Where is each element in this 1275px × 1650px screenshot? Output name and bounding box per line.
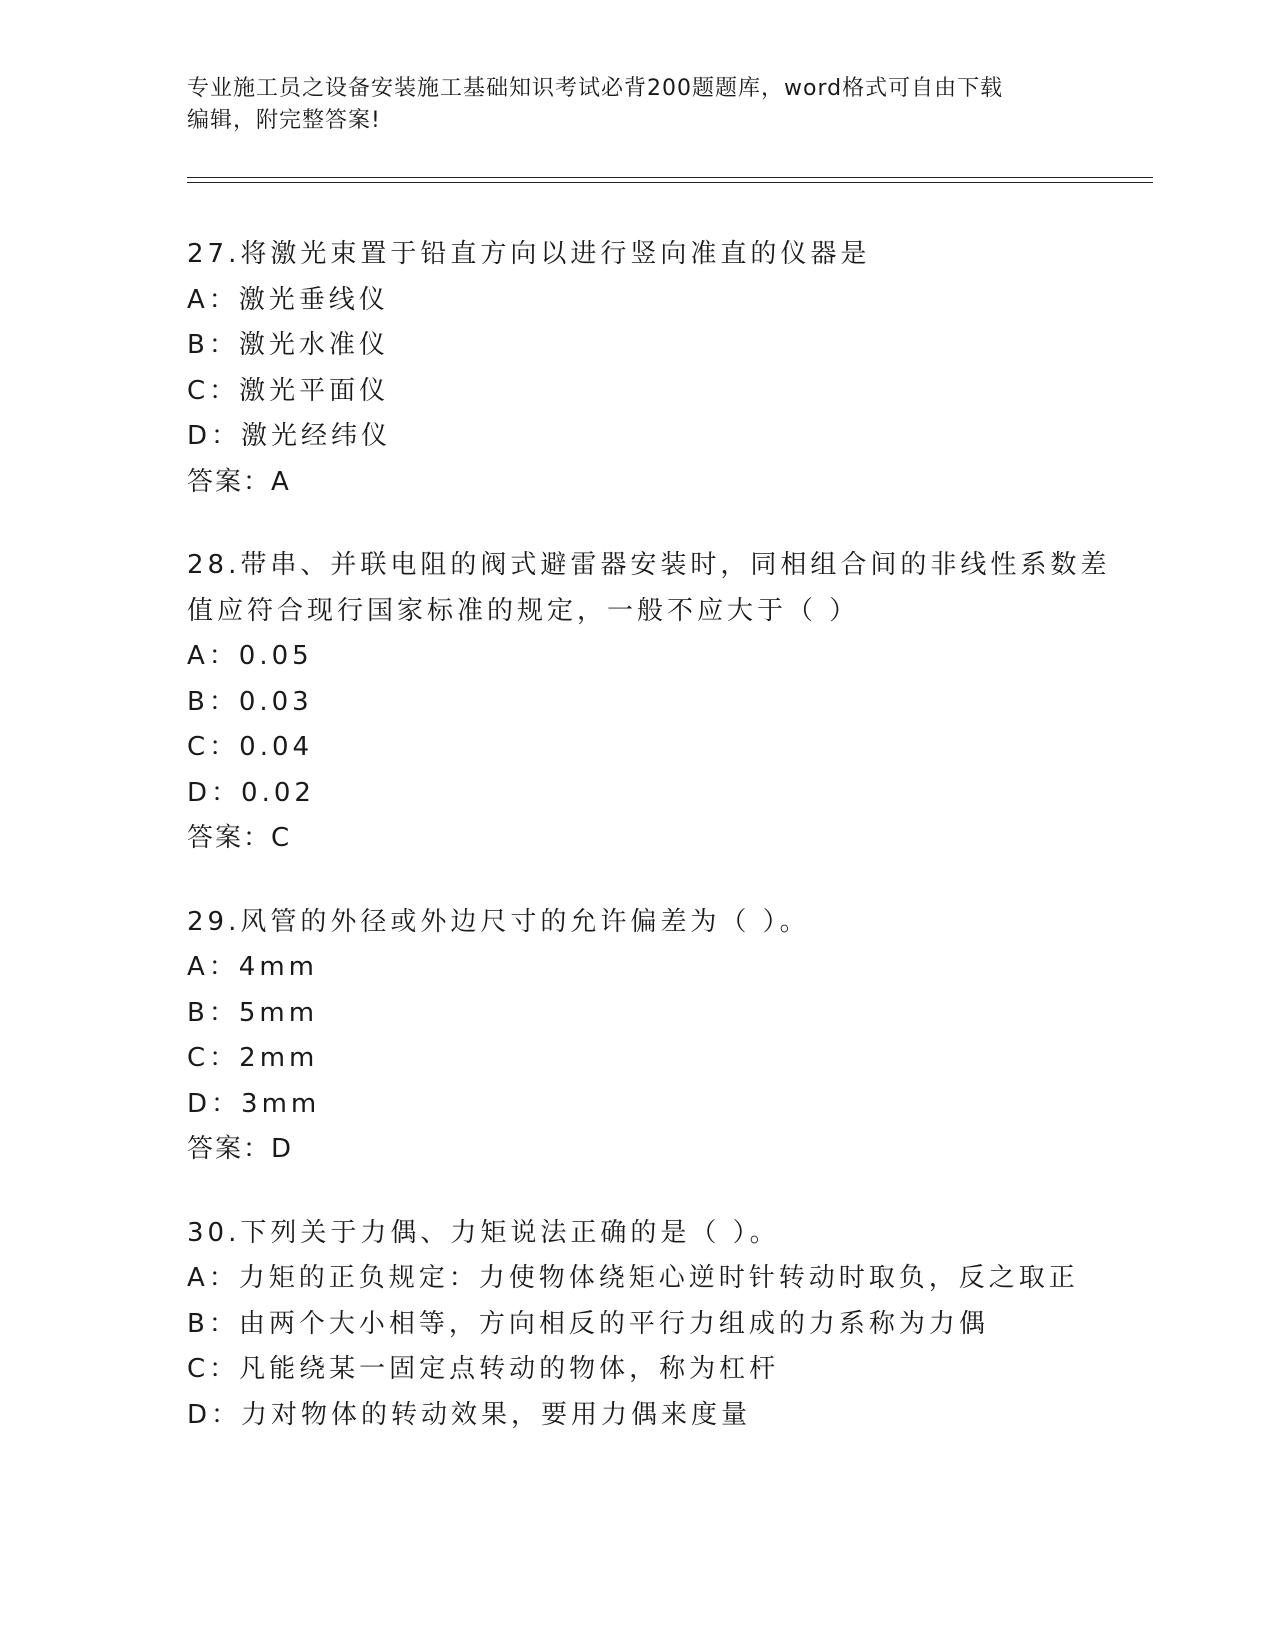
- question-text: 29.风管的外径或外边尺寸的允许偏差为（ ）。: [187, 906, 810, 937]
- option-b: B：激光水准仪: [187, 330, 389, 360]
- option-d: D：3mm: [187, 1088, 321, 1119]
- answer: 答案：D: [187, 1134, 294, 1164]
- option-a: A：0.05: [187, 641, 313, 671]
- document-header: [187, 73, 1067, 137]
- answer: 答案：C: [187, 823, 292, 853]
- question-text-line-2: 值应符合现行国家标准的规定，一般不应大于（ ）: [187, 595, 860, 626]
- option-a: A：4mm: [187, 952, 318, 982]
- option-d: D：0.02: [187, 777, 315, 808]
- option-c: C：0.04: [187, 732, 314, 762]
- question-text-line-1: 28.带串、并联电阻的阀式避雷器安装时，同相组合间的非线性系数差: [187, 550, 1111, 580]
- header-title-line-2: 编辑，附完整答案!: [187, 108, 381, 133]
- option-a: A：激光垂线仪: [187, 284, 389, 315]
- option-b: B：5mm: [187, 997, 319, 1028]
- option-c: C：激光平面仪: [187, 375, 390, 406]
- header-title-line-1: 专业施工员之设备安装施工基础知识考试必背200题题库，word格式可自由下载: [187, 76, 1004, 101]
- answer: 答案：A: [187, 466, 291, 497]
- question-29: [187, 900, 1087, 1173]
- header-divider-bottom: [187, 182, 1153, 183]
- question-28: [187, 543, 1111, 862]
- header-divider-top: [187, 177, 1153, 178]
- question-text: 30.下列关于力偶、力矩说法正确的是（ ）。: [187, 1217, 780, 1248]
- option-c: C：2mm: [187, 1043, 319, 1073]
- option-b: B：0.03: [187, 686, 313, 717]
- option-a: A：力矩的正负规定：力使物体绕矩心逆时针转动时取负，反之取正: [187, 1263, 1079, 1293]
- option-d: D：力对物体的转动效果，要用力偶来度量: [187, 1399, 752, 1430]
- option-d: D：激光经纬仪: [187, 421, 392, 451]
- question-30: [187, 1211, 1087, 1439]
- question-list: [187, 232, 1111, 1476]
- question-text: 27.将激光束置于铅直方向以进行竖向准直的仪器是: [187, 239, 871, 269]
- option-c: C：凡能绕某一固定点转动的物体，称为杠杆: [187, 1354, 780, 1384]
- option-b: B：由两个大小相等，方向相反的平行力组成的力系称为力偶: [187, 1308, 989, 1339]
- question-27: [187, 232, 1087, 505]
